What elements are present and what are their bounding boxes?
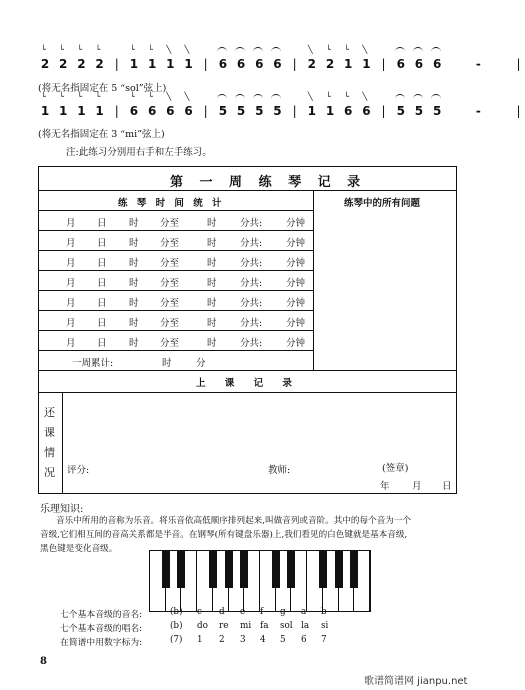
practice-row-hour: 时 [129,238,139,249]
practice-row-total: 分共: [240,318,263,329]
page-number: 8 [40,656,47,667]
return-label-2: 课 [44,426,55,439]
practice-row-minutes: 分钟 [286,258,306,269]
practice-row-minutes: 分钟 [286,338,306,349]
note: ╲ 1 [362,45,371,71]
date-year: 年 [380,481,390,492]
theory-paragraph-line-1: 音乐中所用的音称为乐音。将乐音依高低顺序排列起来,叫做音列或音阶。其中的每个音为一个 [56,516,412,526]
note: 5 [412,104,426,118]
theory-row-label: 七个基本音级的唱名: [60,624,143,634]
note: 6 [216,57,230,71]
black-key [240,551,248,588]
note: └ 1 [40,92,50,118]
date-month: 月 [412,481,422,492]
theory-row-value: 6 [301,635,307,645]
note: └ 2 [95,45,104,71]
theory-row-value: la [301,621,310,631]
practice-row-from: 分至 [160,218,180,229]
practice-row-day: 日 [97,258,107,269]
theory-row-value: a [301,607,307,617]
note: ╲ 6 [362,92,371,118]
sign-label: (签章) [382,463,409,474]
practice-row-from: 分至 [160,278,180,289]
practice-row-month: 月 [66,318,76,329]
teacher-label: 教师: [268,465,291,476]
practice-row-from: 分至 [160,298,180,309]
practice-row-total: 分共: [240,258,263,269]
return-label-4: 况 [44,466,55,479]
theory-heading: 乐理知识: [40,504,84,515]
practice-row-month: 月 [66,238,76,249]
score-label: 评分: [67,465,90,476]
practice-row-minutes: 分钟 [286,298,306,309]
practice-row-hour: 时 [129,318,139,329]
theory-row-value: 5 [280,635,286,645]
practice-row-from: 分至 [160,318,180,329]
theory-row-value: e [240,607,246,617]
theory-row-value: si [321,621,329,631]
note: └ 2 [59,45,68,71]
theory-row-value: c [197,607,202,617]
bar-line: | [381,57,386,71]
note: ╲ 1 [307,92,316,118]
note: ╲ 1 [166,45,175,71]
practice-row-day: 日 [97,278,107,289]
practice-row-total: 分共: [240,218,263,229]
theory-row-value: do [197,621,208,631]
practice-row-to_hour: 时 [207,218,217,229]
note: └ 1 [129,45,139,71]
practice-row-minutes: 分钟 [286,318,306,329]
practice-row-month: 月 [66,298,76,309]
practice-row-total: 分共: [240,338,263,349]
theory-row-value: 3 [240,635,246,645]
note: 6 [394,57,408,71]
bar-line: | [381,104,386,118]
score-line-2 [38,92,525,118]
practice-row-day: 日 [97,298,107,309]
bar-line: | [203,104,208,118]
note: 5 [430,104,444,118]
note: └ 1 [59,92,68,118]
theory-row-label: 在简谱中用数字标为: [60,638,143,648]
weekly-total-hour: 时 [162,358,172,369]
note: ╲ 6 [184,92,193,118]
bar-line: | [203,57,208,71]
note: └ 6 [344,92,353,118]
theory-row-value: d [219,607,225,617]
note: ╲ 6 [166,92,175,118]
theory-row-value: re [219,621,229,631]
note: 5 [394,104,408,118]
black-key [287,551,295,588]
return-label-1: 还 [44,406,55,419]
note: ╲ 1 [184,45,193,71]
note: └ 2 [77,45,86,71]
theory-paragraph-line-3: 黑色键是变化音级。 [40,544,118,554]
theory-row-label: 七个基本音级的音名: [60,610,143,620]
black-key [335,551,343,588]
stats-header: 练 琴 时 间 统 计 [118,198,225,209]
note: 6 [234,57,248,71]
theory-row-value: fa [260,621,269,631]
note: 6 [270,57,284,71]
watermark: 歌谱简谱网 jianpu.net [364,676,468,687]
black-key [177,551,185,588]
practice-row-to_hour: 时 [207,318,217,329]
practice-row-to_hour: 时 [207,238,217,249]
theory-row-value: 2 [219,635,225,645]
note: └ 1 [77,92,86,118]
bar-line: | [292,104,297,118]
practice-row-total: 分共: [240,298,263,309]
score-remark: 注:此练习分别用右手和左手练习。 [66,147,212,158]
theory-row-value: f [260,607,264,617]
practice-row-minutes: 分钟 [286,218,306,229]
bar-line: | [114,104,119,118]
bar-line: | [516,57,521,71]
record-title: 第 一 周 练 琴 记 录 [170,175,367,190]
date-day: 日 [442,481,452,492]
theory-row-value: 4 [260,635,266,645]
theory-row-value: b [321,607,327,617]
theory-row-value: (b) [170,621,183,631]
theory-row-value: (b) [170,607,183,617]
practice-row-to_hour: 时 [207,338,217,349]
bar-line: | [292,57,297,71]
black-key [319,551,327,588]
black-key [272,551,280,588]
practice-row-hour: 时 [129,258,139,269]
theory-row-value: mi [240,621,252,631]
practice-row-minutes: 分钟 [286,238,306,249]
note: 6 [412,57,426,71]
note: └ 1 [95,92,104,118]
score-line-1 [38,45,525,71]
practice-row-from: 分至 [160,258,180,269]
black-key [209,551,217,588]
note: └ 1 [147,45,157,71]
note: └ 6 [147,92,157,118]
note: 5 [270,104,284,118]
weekly-total-label: 一周累计: [72,358,114,369]
note: 5 [234,104,248,118]
practice-row-hour: 时 [129,338,139,349]
practice-row-day: 日 [97,238,107,249]
practice-row-from: 分至 [160,338,180,349]
practice-row-minutes: 分钟 [286,278,306,289]
practice-row-to_hour: 时 [207,278,217,289]
practice-row-to_hour: 时 [207,298,217,309]
score-note-2: (将无名指固定在 3 “mi”弦上) [38,129,165,140]
black-key [162,551,170,588]
note: 5 [216,104,230,118]
practice-row-day: 日 [97,218,107,229]
note: └ 1 [344,45,353,71]
score-note-1: (将无名指固定在 5 “sol”弦上) [38,83,167,94]
practice-row-hour: 时 [129,218,139,229]
practice-row-month: 月 [66,218,76,229]
practice-row-day: 日 [97,338,107,349]
piano-keyboard [149,550,371,612]
note: - [475,104,481,118]
note: 6 [430,57,444,71]
bar-line: | [114,57,119,71]
note: └ 2 [40,45,50,71]
practice-row-from: 分至 [160,238,180,249]
practice-row-day: 日 [97,318,107,329]
note: └ 2 [325,45,335,71]
theory-row-value: sol [280,621,293,631]
note: └ 6 [129,92,139,118]
note: - [475,57,481,71]
theory-row-value: g [280,607,286,617]
note: ╲ 2 [307,45,316,71]
practice-row-hour: 时 [129,278,139,289]
theory-paragraph-line-2: 音级,它们相互间的音高关系都是半音。在钢琴(所有键盘乐器)上,我们看见的白色键就是基本音级, [40,530,408,540]
black-key [350,551,358,588]
theory-row-value: 1 [197,635,203,645]
practice-row-month: 月 [66,278,76,289]
lesson-header: 上 课 记 录 [196,378,300,389]
practice-row-to_hour: 时 [207,258,217,269]
bar-line: | [516,104,521,118]
practice-row-total: 分共: [240,278,263,289]
weekly-total-min: 分 [196,358,206,369]
practice-row-hour: 时 [129,298,139,309]
practice-row-month: 月 [66,338,76,349]
theory-row-value: 7 [321,635,327,645]
practice-row-total: 分共: [240,238,263,249]
return-label-3: 情 [44,446,55,459]
note: 6 [252,57,266,71]
note: └ 1 [325,92,335,118]
theory-row-value: (7) [170,635,183,645]
note: 5 [252,104,266,118]
practice-row-month: 月 [66,258,76,269]
issues-header: 练琴中的所有问题 [344,198,421,209]
black-key [225,551,233,588]
